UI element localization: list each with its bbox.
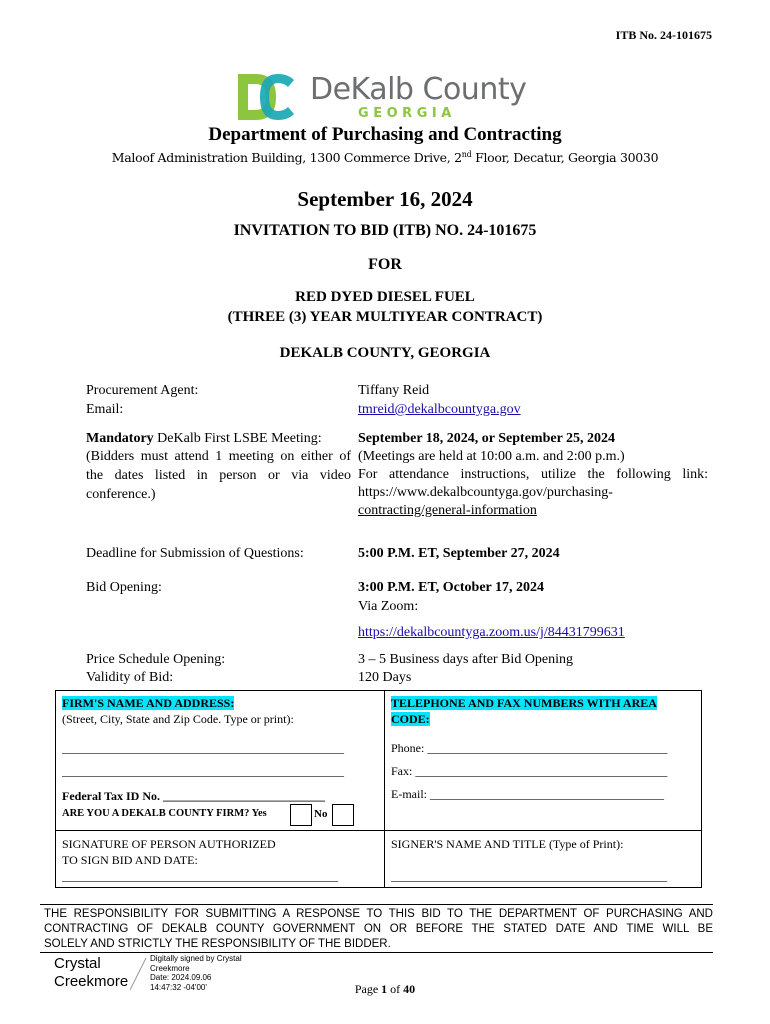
meeting-note: (Bidders must attend 1 meeting on either of the dates listed in person or via video conference.) [86,449,351,502]
dekalb-logo [236,70,526,126]
firm-subtitle: (Street, City, State and Zip Code. Type or print): [62,712,294,726]
project-title: RED DYED DIESEL FUEL [295,289,475,305]
fax-field[interactable]: Fax: __________________________________________ [391,764,668,778]
no-checkbox[interactable] [332,804,354,826]
opening-value: 3:00 P.M. ET, October 17, 2024 [358,580,545,595]
logo-state: G E O R G I A [358,106,452,121]
zoom-link[interactable]: https://dekalbcountyga.zoom.us/j/84431799631 [358,625,625,640]
questions-label: Deadline for Submission of Questions: [86,546,304,561]
signature-label: SIGNATURE OF PERSON AUTHORIZED TO SIGN BID AND DATE: [62,837,276,867]
itb-number-header: ITB No. 24-101675 [615,28,712,42]
yes-checkbox[interactable] [290,804,312,826]
issue-date: September 16, 2024 [297,187,473,211]
responsibility-notice: THE RESPONSIBILITY FOR SUBMITTING A RESPONSE TO THIS BID TO THE DEPARTMENT OF PURCHASING AND CONTRACTING OF DEKALB COUNTY GOVERNMENT ON OR BEFORE THE STATED DATE AND TIME WILL BE SOLELY AND STRICTLY THE RESPONSIBILITY OF THE BIDDER. [44,908,713,950]
for-label: FOR [368,256,402,273]
firm-address-line-2[interactable]: _______________________________________________ [62,764,344,778]
department-address: Maloof Administration Building, 1300 Commerce Drive, 2nd Floor, Decatur, Georgia 30030 [111,150,659,166]
agent-email-link[interactable]: tmreid@dekalbcountyga.gov [358,402,521,417]
meeting-instructions: For attendance instructions, utilize the following link: [358,467,708,482]
meeting-dates: September 18, 2024, or September 25, 2024 [358,431,616,446]
price-label: Price Schedule Opening: [86,652,226,667]
notice-bottom-rule [40,952,713,953]
phone-title: TELEPHONE AND FAX NUMBERS WITH AREA CODE: [391,696,657,726]
county-title: DEKALB COUNTY, GEORGIA [279,345,491,361]
firm-question-row: ARE YOU A DEKALB COUNTY FIRM? Yes No [62,804,362,828]
signer-label: SIGNER'S NAME AND TITLE (Type of Print): [391,837,624,851]
digital-signature: Crystal Creekmore Digitally signed by Crystal Creekmore Date: 2024.09.06 14:47:32 -04'00' [54,954,242,992]
email-label: Email: [86,402,124,417]
opening-via: Via Zoom: [358,599,419,614]
notice-top-rule [40,904,713,905]
questions-deadline: 5:00 P.M. ET, September 27, 2024 [358,546,560,561]
phone-field[interactable]: Phone: ________________________________________ [391,741,668,755]
meeting-label: Mandatory DeKalb First LSBE Meeting: [86,431,322,446]
page-footer: Page 1 of 40 [354,982,416,996]
price-value: 3 – 5 Business days after Bid Opening [358,652,574,667]
dc-logo-icon [236,70,298,124]
meeting-times: (Meetings are held at 10:00 a.m. and 2:00 p.m.) [358,449,625,464]
department-title: Department of Purchasing and Contracting [208,124,562,145]
itb-title: INVITATION TO BID (ITB) NO. 24-101675 [233,222,537,239]
firm-address-line-1[interactable]: _______________________________________________ [62,741,344,755]
email-field[interactable]: E-mail: _______________________________________ [391,787,664,801]
signature-line[interactable]: ______________________________________________ [62,869,338,883]
form-row-rule [55,830,701,831]
meeting-link-2[interactable]: contracting/general-information [358,503,537,518]
agent-name: Tiffany Reid [358,383,430,398]
firm-title: FIRM'S NAME AND ADDRESS: [62,696,235,710]
federal-tax-id[interactable]: Federal Tax ID No. ___________________________ [62,789,326,803]
validity-value: 120 Days [358,670,412,685]
meeting-link-1[interactable]: https://www.dekalbcountyga.gov/purchasing- [358,485,613,500]
form-divider [384,690,385,887]
agent-label: Procurement Agent: [86,383,199,398]
signer-line[interactable]: ______________________________________________ [391,869,667,883]
project-subtitle: (THREE (3) YEAR MULTIYEAR CONTRACT) [227,309,543,325]
logo-county-name: DeKalb County [310,72,527,107]
opening-label: Bid Opening: [86,580,162,595]
validity-label: Validity of Bid: [86,670,174,685]
